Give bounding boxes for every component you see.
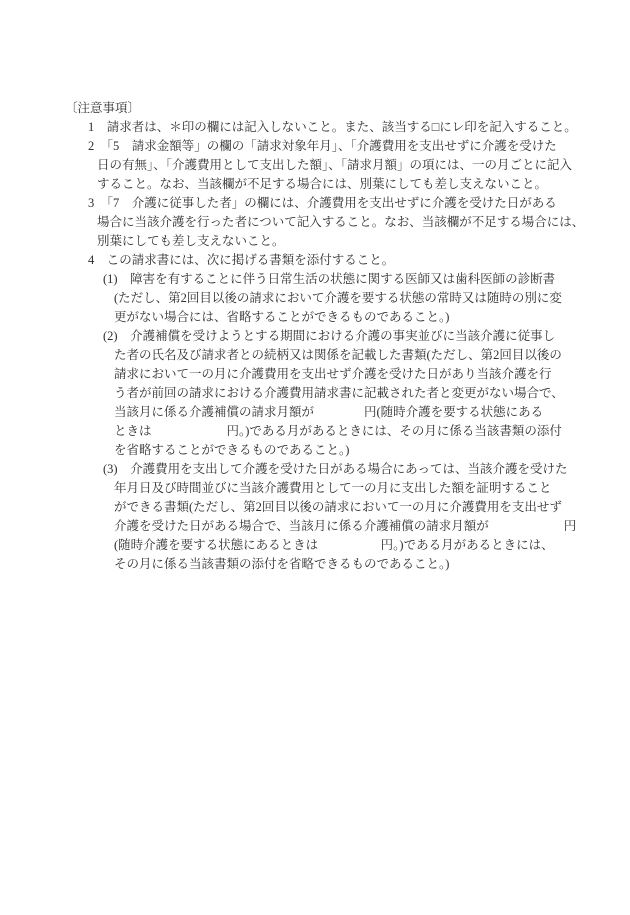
note-line: 場合に当該介護を行った者について記入すること。なお、当該欄が不足する場合には、: [97, 215, 585, 229]
note-line: その月に係る当該書類の添付を省略できるものであること。): [114, 557, 450, 571]
note-line: (ただし、第2回目以後の請求において介護を要する状態の常時又は随時の別に変: [114, 291, 562, 305]
note-line: 請求において一の月に介護費用を支出せず介護を受けた日があり当該介護を行: [114, 367, 552, 381]
note-line-amount-blank: ときは 円。)である月があるときには、その月に係る当該書類の添付: [114, 424, 562, 438]
note-line: 別葉にしても差し支えないこと。: [97, 234, 285, 248]
note-line-amount-blank: 当該月に係る介護補償の請求月額が 円(随時介護を要する状態にある: [114, 405, 544, 419]
note-line-amount-blank: (随時介護を要する状態にあるときは 円。)である月があるときには、: [114, 538, 554, 552]
note-subitem-2: (2) 介護補償を受けようとする期間における介護の事実並びに当該介護に従事し: [103, 329, 556, 343]
note-line: 更がない場合には、省略することができるものであること。): [114, 310, 450, 324]
note-line: う者が前回の請求における介護費用請求書に記載された者と変更がない場合で、: [114, 386, 564, 400]
document-page: [65, 99, 585, 574]
note-item-1: 1 請求者は、＊印の欄には記入しないこと。また、該当する□にレ印を記入すること。: [88, 120, 577, 134]
note-line: を省略することができるものであること。): [114, 443, 350, 457]
note-subitem-1: (1) 障害を有することに伴う日常生活の状態に関する医師又は歯科医師の診断書: [103, 272, 556, 286]
note-line: 年月日及び時間並びに当該介護費用として一の月に支出した額を証明すること: [114, 481, 552, 495]
note-item-2: 2 「5 請求金額等」の欄の「請求対象年月」、「介護費用を支出せずに介護を受けた: [88, 139, 557, 153]
note-item-3: 3 「7 介護に従事した者」の欄には、介護費用を支出せずに介護を受けた日がある: [88, 196, 557, 210]
note-line: 日の有無」、「介護費用として支出した額」、「請求月額」の項には、一の月ごとに記入: [97, 158, 573, 172]
note-line: すること。なお、当該欄が不足する場合には、別葉にしても差し支えないこと。: [97, 177, 548, 191]
notes-heading: 〔注意事項〕: [65, 101, 141, 115]
note-subitem-3: (3) 介護費用を支出して介護を受けた日がある場合にあっては、当該介護を受けた: [103, 462, 568, 476]
note-line: ができる書類(ただし、第2回目以後の請求において一の月に介護費用を支出せず: [114, 500, 562, 514]
note-item-4: 4 この請求書には、次に掲げる書類を添付すること。: [88, 253, 395, 267]
note-line: た者の氏名及び請求者との続柄又は関係を記載した書類(ただし、第2回目以後の: [114, 348, 562, 362]
note-line-amount-blank: 介護を受けた日がある場合で、当該月に係る介護補償の請求月額が 円: [114, 519, 577, 533]
